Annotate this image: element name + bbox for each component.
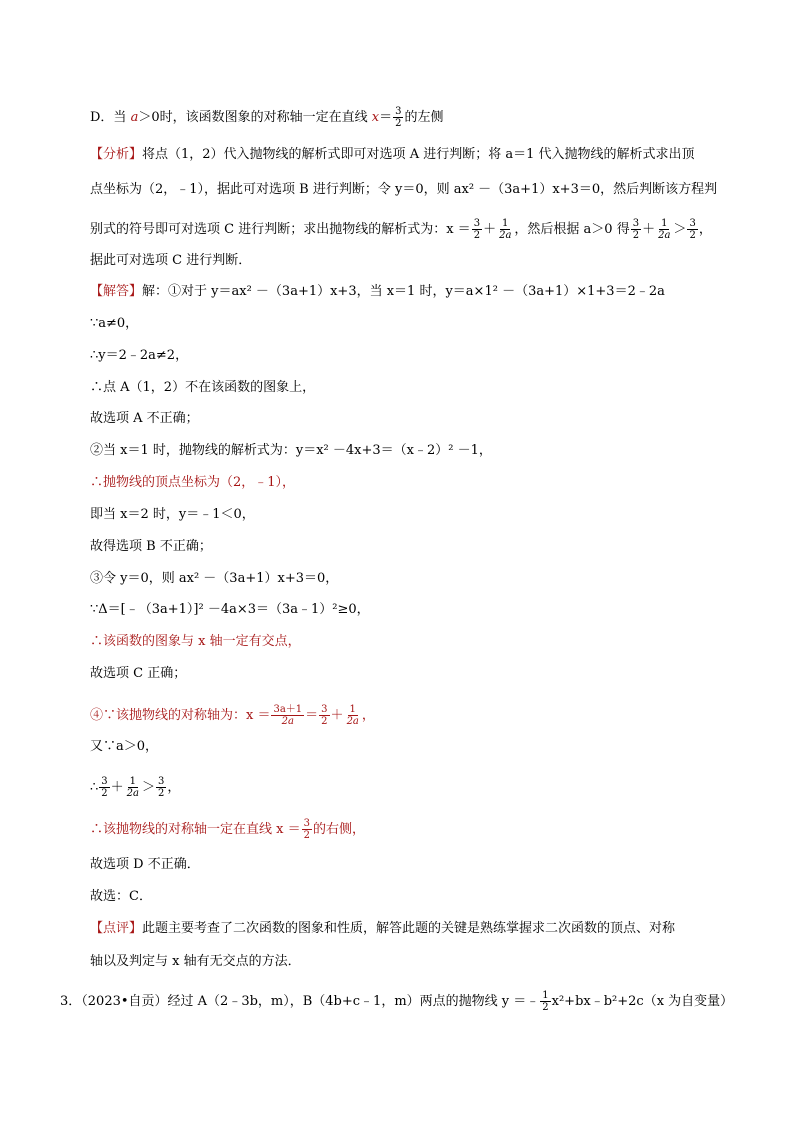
fraction: $\frac{1}{2a}$ [126,776,139,799]
solution-text-13: 故选项 C 正确； [90,666,187,681]
solution-text-15: 又∵a＞0， [90,739,159,754]
option-d-text: ＞0时，该函数图象的对称轴一定在直线 [138,110,372,125]
option-d-prefix: D．当 [90,110,131,125]
solution-line-9 [90,538,212,556]
solution-tag: 【解答】 [90,284,143,299]
fraction: $\frac{3}{2}$ [632,218,640,241]
question-3-text-a: 3．（2023•自贡）经过 A（2﹣3b，m），B（4b+c﹣1，m）两点的抛物线 y ＝﹣ [60,994,540,1009]
analysis-tag: 【分析】 [90,147,143,162]
fraction-3-2: $\frac{3}{2}$ [395,106,402,129]
fraction-1-2: $\frac{1}{2}$ [542,990,549,1013]
solution-text-6: ②当 x＝1 时，抛物线的解析式为：y＝x² －4x+3＝（x﹣2）² －1， [90,443,492,458]
solution-line-12 [90,633,301,651]
comment-text-1: 此题主要考查了二次函数的图象和性质，解答此题的关键是熟练掌握求二次函数的顶点、对称 [142,921,676,936]
solution-line-5 [90,410,199,428]
solution-text-2: ∵a≠0， [90,316,139,331]
solution-line-1 [90,283,665,301]
solution-text-5: 故选项 A 不正确； [90,411,199,426]
solution-text-11: ∵Δ＝[﹣（3a+1）]² －4a×3＝（3a﹣1）²≥0， [90,602,370,617]
fraction: $\frac{3}{2}$ [689,218,696,241]
solution-line-8 [90,506,255,524]
analysis-text-3b: ，然后根据 a＞0 得 [514,222,630,237]
fraction: $\frac{3}{2}$ [321,704,328,727]
comment-text-2: 轴以及判定与 x 轴有无交点的方法． [90,954,301,969]
question-3-text-b: x²+bx﹣b²+2c（x 为自变量） [551,994,734,1009]
solution-line-10 [90,570,338,588]
solution-line-15 [90,738,158,756]
solution-line-2 [90,315,138,333]
option-d-tail: 的左侧 [404,110,444,125]
solution-text-19: 故选：C． [90,889,152,904]
comment-tag: 【点评】 [90,921,143,936]
option-d [90,106,443,129]
solution-line-14: ④∵该抛物线的对称轴为：x ＝ $\frac{3a+1}{2a}$ ＝ $\frac{3}{2}$ ＋ $\frac{1}{2a}$ ， [90,704,375,727]
fraction: $\frac{1}{2a}$ [346,704,359,727]
fraction: $\frac{3}{2}$ [101,776,108,799]
solution-text-7: ∴抛物线的顶点坐标为（2，﹣1）， [90,475,296,490]
analysis-text-3a: 别式的符号即可对选项 C 进行判断；求出抛物线的解析式为：x ＝ [90,222,471,237]
analysis-text-1: 将点（1，2）代入抛物线的解析式即可对选项 A 进行判断；将 a＝1 代入抛物线的解析式求出顶 [142,147,695,162]
solution-text-4: ∴点 A（1，2）不在该函数的图象上， [90,380,316,395]
solution-text-9: 故得选项 B 不正确； [90,539,212,554]
comment-line-1 [90,920,675,938]
solution-text-17a: ∴该抛物线的对称轴一定在直线 x ＝ [90,822,301,837]
solution-line-11 [90,601,370,619]
solution-text-12: ∴该函数的图象与 x 轴一定有交点， [90,634,301,649]
analysis-text-2: 点坐标为（2，﹣1），据此可对选项 B 进行判断；令 y＝0，则 ax² －（3a+1）x+3＝0，然后判断该方程判 [90,182,718,197]
solution-text-14: ④∵该抛物线的对称轴为：x ＝ [90,708,271,723]
solution-text-8: 即当 x＝2 时，y＝﹣1＜0， [90,507,255,522]
solution-text-18: 故选项 D 不正确． [90,857,200,872]
var-a: a [130,110,139,125]
equals: ＝ [379,110,393,125]
solution-text-1: 解：①对于 y＝ax² －（3a+1）x+3，当 x＝1 时，y＝a×1² －（3a+1）×1+3＝2﹣2a [142,284,665,299]
analysis-text-4: 据此可对选项 C 进行判断． [90,253,252,268]
solution-line-13 [90,665,186,683]
analysis-line-4 [90,252,251,270]
solution-line-4 [90,379,315,397]
solution-line-17 [90,818,365,841]
solution-text-16: ∴ [90,780,99,795]
var-x: x [371,110,380,125]
solution-line-6 [90,442,492,460]
solution-line-3 [90,347,188,365]
solution-text-10: ③令 y＝0，则 ax² －（3a+1）x+3＝0， [90,571,339,586]
fraction: $\frac{1}{2a}$ [658,218,671,241]
fraction: $\frac{3}{2}$ [473,218,481,241]
comment-line-2 [90,953,301,971]
fraction: $\frac{3}{2}$ [158,776,165,799]
fraction: $\frac{3}{2}$ [303,818,310,841]
solution-line-19 [90,888,152,906]
analysis-line-1 [90,146,695,164]
solution-line-16: ∴ $\frac{3}{2}$ ＋ $\frac{1}{2a}$ ＞ $\frac{3}{2}$ ， [90,776,181,799]
solution-line-7 [90,474,295,492]
question-3 [60,990,733,1013]
solution-text-17b: 的右侧， [312,822,365,837]
solution-text-3: ∴y＝2﹣2a≠2， [90,348,189,363]
solution-line-18 [90,856,200,874]
analysis-line-3: 别式的符号即可对选项 C 进行判断；求出抛物线的解析式为：x ＝ $\frac{3}{2}$ ＋ $\frac{1}{2a}$ ，然后根据 a＞0 得 $\frac{3}{2}$ ＋ $\frac{1}{2a}$ ＞ $\frac{3}{2}$ ， [90,218,712,241]
fraction: $\frac{3a+1}{2a}$ [273,704,303,727]
fraction: $\frac{1}{2a}$ [499,218,512,241]
analysis-line-2 [90,181,717,199]
